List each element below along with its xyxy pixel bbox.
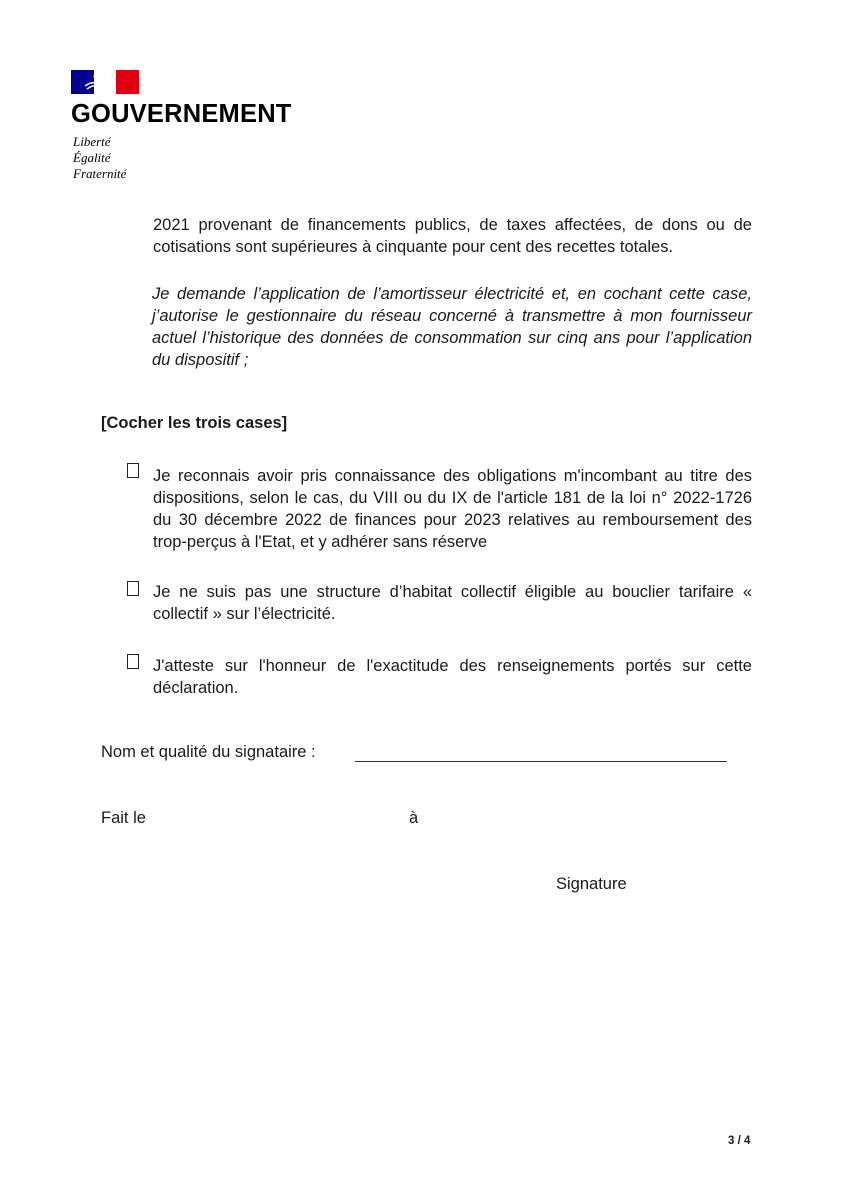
checkbox-habitat-collectif-text: Je ne suis pas une structure d’habitat collectif éligible au bouclier tarifaire « collectif » sur l’électricité. (153, 583, 752, 623)
marianne-flag-icon (71, 70, 139, 94)
checkbox-obligations-text: Je reconnais avoir pris connaissance des obligations m'incombant au titre des dispositions, selon le cas, du VIII ou du IX de l'article 181 de la loi n° 2022-1726 du 30 décembre 2022 de finances pour 2023 relatives au remboursement des trop-perçus à l'Etat, et y adhérer sans réserve (153, 467, 752, 551)
page-number: 3 / 4 (728, 1135, 751, 1147)
checkbox-attestation-text: J'atteste sur l'honneur de l'exactitude des renseignements portés sur cette déclaration. (153, 657, 752, 697)
section-heading: [Cocher les trois cases] (101, 414, 288, 432)
motto-liberte: Liberté (73, 134, 111, 149)
checkbox-habitat-collectif[interactable] (127, 581, 139, 596)
signatory-input-line[interactable] (355, 761, 727, 762)
motto-fraternite: Fraternité (73, 166, 127, 181)
paragraph-continuation: 2021 provenant de financements publics, de taxes affectées, de dons ou de cotisations sont supérieures à cinquante pour cent des recettes totales. (153, 216, 752, 256)
done-on-label: Fait le (101, 809, 146, 827)
signature-label: Signature (556, 875, 627, 893)
checkbox-attestation[interactable] (127, 654, 139, 669)
checkbox-obligations[interactable] (127, 463, 139, 478)
government-title: GOUVERNEMENT (71, 100, 292, 128)
done-at-label: à (409, 809, 419, 827)
signatory-label: Nom et qualité du signataire : (101, 743, 316, 761)
motto-egalite: Égalité (73, 150, 111, 165)
republic-motto (73, 134, 193, 182)
paragraph-request: Je demande l’application de l’amortisseur électricité et, en cochant cette case, j’autorise le gestionnaire du réseau concerné à transmettre à mon fournisseur actuel l’historique des données de consommation sur cinq ans pour l’application du dispositif ; (152, 285, 752, 369)
